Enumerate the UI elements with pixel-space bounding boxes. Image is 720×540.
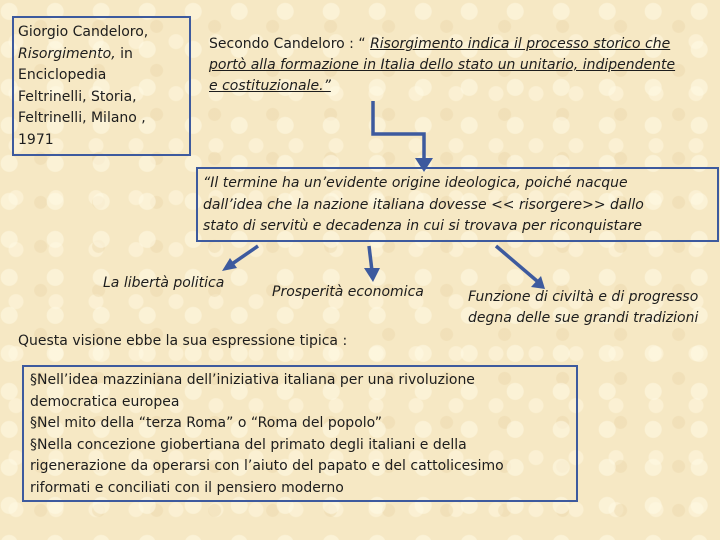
arrow-to-civility	[496, 246, 537, 281]
bullet-2: §	[30, 415, 37, 431]
expression-heading: Questa visione ebbe la sua espressione tipica :	[18, 333, 348, 349]
source-line-6: 1971	[18, 131, 54, 148]
expression-item-1-line-2: democratica europea	[30, 393, 180, 410]
intro-quote-1: Risorgimento indica il processo storico che	[370, 36, 671, 52]
bullet-3: §	[30, 436, 37, 453]
expression-item-3-line-3: riformati e conciliati con il pensiero moderno	[30, 479, 344, 496]
elbow-arrow-head	[415, 158, 433, 172]
elbow-arrow	[373, 101, 424, 160]
expression-item-1-text: Nell’idea mazziniana dell’iniziativa italiana per una rivoluzione	[37, 372, 475, 388]
outcome-civility-1: Funzione di civiltà e di progresso	[468, 289, 699, 305]
outcome-civility-2: degna delle sue grandi tradizioni	[468, 310, 699, 326]
intro-quote-2: portò alla formazione in Italia dello stato un unitario, indipendente	[209, 57, 676, 73]
definition-line-3: stato di servitù e decadenza in cui si trovava per riconquistare	[203, 218, 642, 234]
expression-item-2-text: Nel mito della “terza Roma” o “Roma del popolo”	[37, 415, 382, 431]
source-line-3: Enciclopedia	[18, 67, 107, 83]
source-line-2-rest: in	[115, 45, 133, 62]
definition-line-1: “Il termine ha un’evidente origine ideologica, poiché nacque	[203, 175, 628, 191]
source-line-4: Feltrinelli, Storia,	[18, 88, 137, 105]
bullet-1: §	[30, 372, 37, 388]
source-line-1: Giorgio Candeloro,	[18, 24, 149, 40]
source-title: Risorgimento,	[18, 45, 116, 62]
intro-quote-3: e costituzionale.”	[209, 78, 331, 94]
outcome-prosperity: Prosperità economica	[272, 284, 424, 300]
definition-line-2: dall’idea che la nazione italiana dovesse << risorgere>> dallo	[203, 196, 644, 213]
outcome-liberty: La libertà politica	[103, 275, 225, 291]
prosperity-arrow-head	[364, 268, 380, 282]
intro-prefix: Secondo Candeloro : “	[209, 36, 371, 52]
source-line-5: Feltrinelli, Milano ,	[18, 110, 146, 126]
expression-item-3-line-2: rigenerazione da operarsi con l’aiuto del papato e del cattolicesimo	[30, 458, 504, 474]
arrow-to-prosperity	[369, 246, 372, 271]
expression-item-3-text: Nella concezione giobertiana del primato degli italiani e della	[37, 436, 467, 453]
